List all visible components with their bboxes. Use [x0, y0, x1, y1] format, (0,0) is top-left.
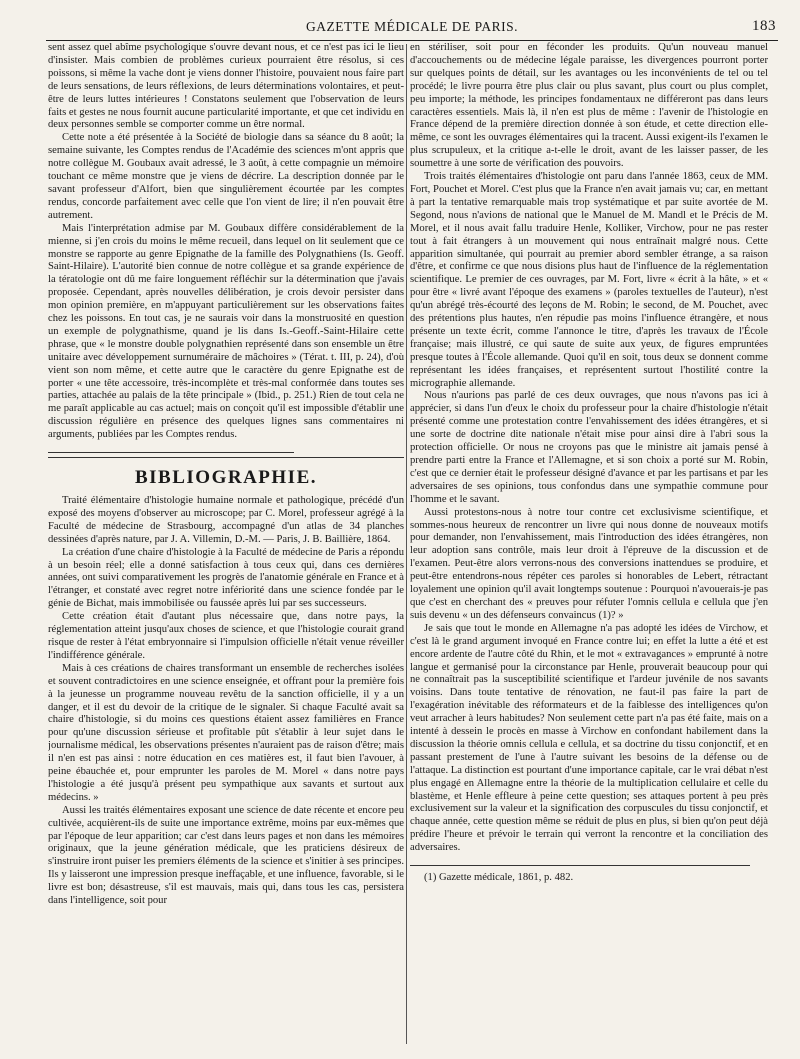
section-rule [48, 457, 404, 458]
right-column [410, 42, 768, 1042]
paragraph: Cette création était d'autant plus nécessaire que, dans notre pays, la réglementation atteint jusqu'aux choses de science, et que l'histologie courait grand risque de rester à l'état embryonnaire si l'impulsion officielle n'était venue réveiller l'indifférence générale. [48, 611, 404, 661]
column-separator [406, 44, 407, 1044]
section-rule [48, 452, 294, 453]
paragraph: Je sais que tout le monde en Allemagne n'a pas adopté les idées de Virchow, et c'est là le grand argument invoqué en France contre lui; en effet la lutte a été et est encore ardente de l'autre côté du Rhin, et le mot « extravagances » emprunté à notre langue et germanisé pour la circonstance par Henle, prouverait beaucoup pour qui ne connaîtrait pas la susceptibilité scientifique et l'ardeur juvénile de nos savants voisins. Dans toute tentative de rénovation, ne faut-il pas faire la part de l'exagération inévitable des réformateurs et de la faiblesse des intelligences qu'on veut arracher à leurs habitudes? Non seulement cette part n'a pas été faite, mais on a intenté à dessein le procès en masse à Virchow en confondant habilement dans la discussion la théorie omnis cellula e cellula, et sa doctrine du tissu conjonctif, et en passant prestement de l'une à l'autre suivant les besoins de la défense ou de l'attaque. La distinction est pourtant d'une importance capitale, car le vrai débat n'est plus engagé en Allemagne entre la théorie de la multiplication cellulaire et celle du blastème, et Henle effleure à peine cette question; ses attaques portent à peu près exclusivement sur la valeur et la signification des corpuscules du tissu conjonctif, et chaque année, cette question même se réduit de plus en plus, si bien qu'on peut déjà prédire l'heure et prévoir le terrain qui verront la rencontre et la conciliation des adversaires. [410, 622, 768, 854]
left-column [48, 42, 404, 1042]
paragraph: Mais l'interprétation admise par M. Goubaux diffère considérablement de la mienne, si j'en crois du moins le même recueil, dans lequel on lit seulement que ce monstre se rapporte au genre Epignathe de la famille des Polygnathiens (Is. Geoff. Saint-Hilaire). L'autorité bien connue de notre collègue et sa grande expérience de la tératologie ont dû me faire longuement réfléchir sur la détermination que j'avais proposée. Cependant, après nouvelles délibération, je crois devoir persister dans mon opinion première, en m'appuyant particulièrement sur les observations faites chez les poissons. En tout cas, je ne saurais voir dans la monstruosité en question un exemple de polygnathisme, quand je lis dans Is.-Geoff.-Saint-Hilaire cette phrase, que « le monstre double polygnathien représenté dans son ensemble un être unitaire avec développement surnuméraire de mâchoires » (Térat. t. III, p. 24), d'où vient son nom même, et cette autre que le caractère du genre Epignathe est de porter « une tête accessoire, très-incomplète et très-mal conformée dans toutes ses parties, attachée au palais de la tête principale » (Ibid., p. 251.) Rien de tout cela ne me paraît applicable au cas actuel; mais on conçoit qu'il est impossible d'établir une discussion régulière en présence des quelques lignes sans commentaires ni arguments, publiées par les Comptes rendus. [48, 222, 404, 441]
page-header [46, 14, 778, 41]
paragraph: Aussi les traités élémentaires exposant une science de date récente et encore peu cultivée, acquièrent-ils de suite une importance extrême, moins par eux-mêmes que par l'époque de leur apparition; car c'est dans leurs pages et non dans les mémoires originaux, que la jeune génération médicale, que les praticiens désireux de s'instruire iront puiser les premiers éléments de la science et s'initier à ses principes. Ils y laisseront une impression presque ineffaçable, et une influence, favorable, si le livre est bon; désastreuse, s'il est mauvais, mais qui, dans tous les cas, persistera dans l'intelligence, soit pour [48, 804, 404, 907]
paragraph: La création d'une chaire d'histologie à la Faculté de médecine de Paris a répondu à un besoin réel; elle a donné satisfaction à tous ceux qui, dans ces dernières années, ont suivi comparativement les progrès de l'anatomie générale en France et à l'étranger, et constaté avec regret notre infériorité dans une science fondée par le génie de Bichat, mais immobilisée ou faussée après lui par ses successeurs. [48, 546, 404, 610]
footnote: (1) Gazette médicale, 1861, p. 482. [424, 872, 574, 884]
paragraph: Aussi protestons-nous à notre tour contre cet exclusivisme scientifique, et sommes-nous heureux de rencontrer un livre qui nous donne de nouveaux motifs pour demander, non l'envahissement, mais l'introduction des idées étrangères, non leur adoption sans contrôle, mais leur droit à l'épreuve de la discussion et de l'examen. Peut-être alors verrons-nous des conversions inattendues se produire, et peut-être entendrons-nous répéter ces paroles si honorables de Lebert, rétractant loyalement une opinion qu'il avait longtemps soutenue : Pourquoi n'avouerais-je pas que c'est en cherchant des « preuves pour réfuter l'omnis cellula e cellula que j'en suis devenu « un des défenseurs convaincus (1)? » [410, 506, 768, 621]
paragraph: Trois traités élémentaires d'histologie ont paru dans l'année 1863, ceux de MM. Fort, Pouchet et Morel. C'est plus que la France n'en avait jamais vu; car, en mettant à part la tentative remarquable mais trop systématique et par suite avortée de M. Segond, nous n'avions de national que le Manuel de M. Mandl et le Précis de M. Morel, et il nous avait fallu traduire Henle, Kolliker, Virchow, pour ne pas rester tout à fait étrangers à un mouvement qui nous entraînait malgré nous. Cette apparition simultanée, qui pourrait au premier abord sembler étrange, a sa raison d'être, et confirme ce que nous disions plus haut de l'influence de la réglementation scientifique. Le premier de ces ouvrages, par M. Fort, livre « écrit à la hâte, » et « pour être « livré avant l'époque des examens » (paroles textuelles de l'auteur), n'est qu'un abrégé très-écourté des leçons de M. Robin; le second, de M. Pouchet, avec des prétentions plus hautes, n'en répudie pas moins l'influence étrangère, et nous présente un texte écrit, comme l'annonce le titre, d'après les travaux de l'École française; mais illustré, ce qui saute de suite aux yeux, de figures empruntées presque toutes à l'École allemande. Quoi qu'il en soit, tous deux se donnent comme représentant les idées françaises, et représentent surtout l'hostilité contre la micrographie allemande. [410, 171, 768, 389]
paragraph: en stériliser, soit pour en féconder les produits. Qu'un nouveau manuel d'accouchements ou de médecine légale paraisse, les divergences pourront porter sur quelques points de détail, sur les avantages ou les inconvénients de tel ou tel procédé; le livre pourra être plus clair ou plus savant, plus court ou plus complet, peu importe; la méthode, les principes fondamentaux ne différeront pas dans leurs caractères essentiels. Mais là, il n'en est plus de même : l'avenir de l'histologie en France dépend de la première direction donnée à son étude, et cette direction elle-même, ce sont les ouvrages élémentaires qui la tracent. Aussi exigent-ils l'examen le plus scrupuleux, et la critique a-t-elle le droit, avant de les laisser passer, de les soumettre à une sorte de vérification des pouvoirs. [410, 42, 768, 170]
book-reference: Traité élémentaire d'histologie humaine normale et pathologique, précédé d'un exposé des moyens d'observer au microscope; par C. Morel, professeur agrégé à la Faculté de médecine de Strasbourg, accompagné d'un atlas de 34 planches dessinées d'après nature, par J. A. Villemin, D.-M. — Paris, J. B. Baillière, 1864. [48, 495, 404, 545]
paragraph: Nous n'aurions pas parlé de ces deux ouvrages, que nous n'avons pas ici à apprécier, si dans l'un d'eux le choix du professeur pour la chaire d'histologie n'était présenté comme une protestation contre l'envahissement des idées étrangères, et si une sorte de doctrine dite nationale n'était mise pour ainsi dire à l'abri sous la protection officielle. Or nous ne croyons pas que le ministre ait jamais pensé à prendre parti entre la France et l'Allemagne, et si son choix a porté sur M. Robin, c'est que ce dernier était le professeur désigné d'avance et par les partisans et par les adversaires de ses opinions, tous confondus dans une sympathie commune pour l'homme et le savant. [410, 390, 768, 505]
journal-title: GAZETTE MÉDICALE DE PARIS. [306, 19, 518, 34]
section-heading: BIBLIOGRAPHIE. [134, 467, 317, 489]
footnote-rule [410, 865, 750, 866]
paragraph: sent assez quel abîme psychologique s'ouvre devant nous, et ce n'est pas ici le lieu d'insister. Mais combien de problèmes curieux pourraient être résolus, si ces poissons, si même la vache dont je viens donner l'histoire, pouvaient nous faire part de leurs sensations, de leurs réflexions, de leurs déterminations volontaires, et peut-être de leurs luttes intérieures ! Constatons seulement que l'observation de leurs faits et gestes ne nous fournit aucune particularité importante, et que cet individu en deux personnes semble se comporter comme un être normal. [48, 42, 404, 131]
paragraph: Mais à ces créations de chaires transformant un ensemble de recherches isolées et souvent contradictoires en une science enseignée, et offrant pour la première fois à la jeunesse un programme nouveau revêtu de la sanction officielle, il y a un danger, et il est du devoir de la critique de le signaler. Si chaque Faculté avait sa chaire d'histologie, si du moins ces questions étaient assez familières en France pour qu'une discussion sérieuse et profitable pût s'établir à leur sujet dans le journalisme médical, les observations présentes n'auraient pas de raison d'être; mais il n'en est pas ainsi : notre éducation en ces matières est, il faut bien l'avouer, à peine ébauchée et, pour emprunter les paroles de M. Morel « dans notre pays l'histologie a été jusqu'à présent peu sympathique aux savants et surtout aux médecins. » [48, 662, 404, 803]
paragraph: Cette note a été présentée à la Société de biologie dans sa séance du 8 août; la semaine suivante, les Comptes rendus de l'Académie des sciences m'ont appris que notre collègue M. Goubaux avait adressé, le 3 août, à cette compagnie un mémoire touchant ce même monstre que je viens de décrire. La description donnée par le savant professeur d'Alfort, bien que singulièrement écourtée par les comptes rendus, concorde parfaitement avec celle que l'on vient de lire; il n'en pouvait être autrement. [48, 132, 404, 221]
page-number: 183 [752, 18, 776, 34]
